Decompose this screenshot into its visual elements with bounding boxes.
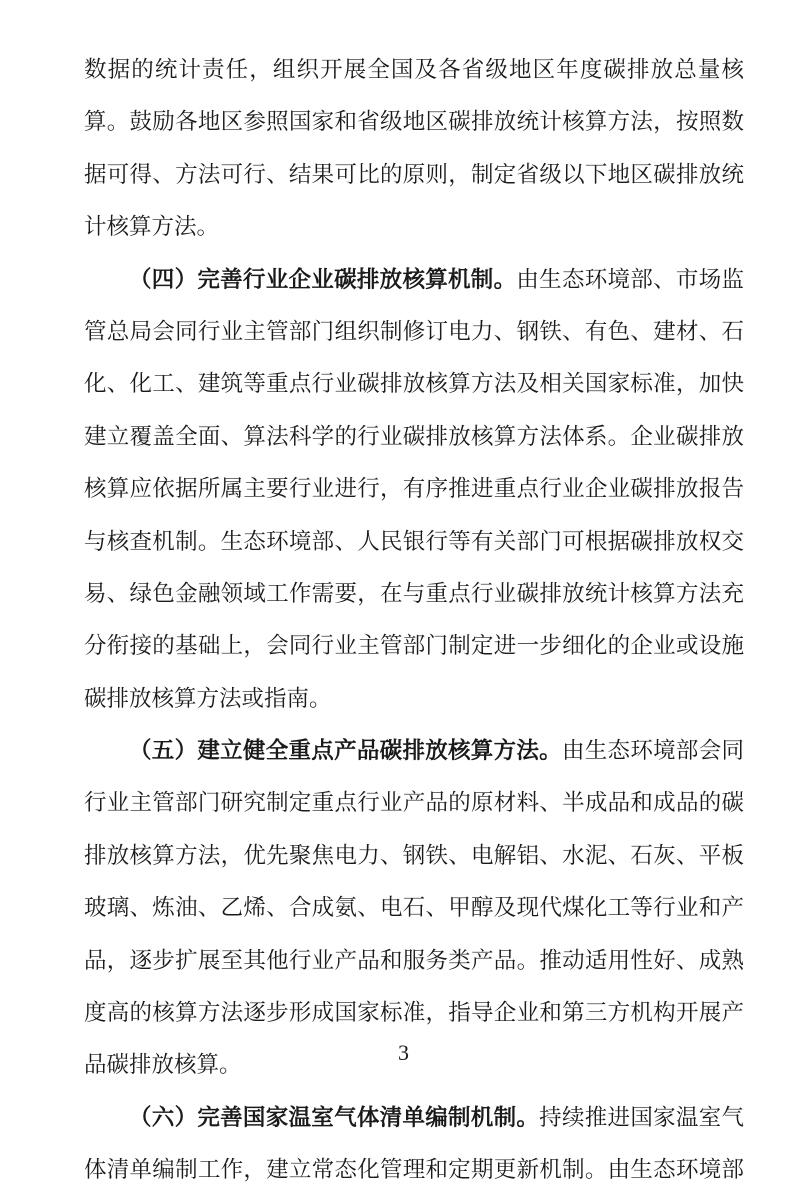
text-line: 算。鼓励各地区参照国家和省级地区碳排放统计核算方法，按照数 xyxy=(84,109,744,136)
paragraph-six-heading: （六）完善国家温室气体清单编制机制。 xyxy=(129,1104,540,1131)
body-text xyxy=(84,44,744,1197)
text-line: 玻璃、炼油、乙烯、合成氨、电石、甲醇及现代煤化工等行业和产 xyxy=(84,895,744,922)
text-line: 数据的统计责任，组织开展全国及各省级地区年度碳排放总量核 xyxy=(84,57,744,83)
text-line: 度高的核算方法逐步形成国家标准，指导企业和第三方机构开展产 xyxy=(84,1000,744,1027)
text-line: 分衔接的基础上，会同行业主管部门制定进一步细化的企业或设施 xyxy=(84,633,744,660)
text-line: 与核查机制。生态环境部、人民银行等有关部门可根据碳排放权交 xyxy=(84,528,744,555)
text-line: 易、绿色金融领域工作需要，在与重点行业碳排放统计核算方法充 xyxy=(84,580,744,607)
text-line: 碳排放核算方法或指南。 xyxy=(84,685,332,712)
paragraph-five-text: 由生态环境部会同 xyxy=(561,738,744,765)
text-line: 计核算方法。 xyxy=(84,214,220,241)
paragraph-four-heading: （四）完善行业企业碳排放核算机制。 xyxy=(129,266,517,293)
text-line: 品，逐步扩展至其他行业产品和服务类产品。推动适用性好、成熟 xyxy=(84,947,744,974)
text-line: 品碳排放核算。 xyxy=(84,1052,242,1079)
text-line: 管总局会同行业主管部门组织制修订电力、钢铁、有色、建材、石 xyxy=(84,318,744,345)
paragraph-five-heading: （五）建立健全重点产品碳排放核算方法。 xyxy=(129,738,562,765)
paragraph-six-text: 持续推进国家温室气 xyxy=(539,1104,744,1131)
paragraph-four-first-line xyxy=(84,254,744,306)
page-number: 3 xyxy=(398,1040,409,1065)
text-line: 核算应依据所属主要行业进行，有序推进重点行业企业碳排放报告 xyxy=(84,476,744,503)
paragraph-four-text: 由生态环境部、市场监 xyxy=(516,266,744,293)
paragraph-five-first-line xyxy=(84,725,744,777)
text-line: 体清单编制工作，建立常态化管理和定期更新机制。由生态环境部 xyxy=(84,1157,744,1184)
text-line: 建立覆盖全面、算法科学的行业碳排放核算方法体系。企业碳排放 xyxy=(84,423,744,450)
text-line: 行业主管部门研究制定重点行业产品的原材料、半成品和成品的碳 xyxy=(84,790,744,817)
paragraph-six-first-line xyxy=(84,1092,744,1144)
text-line: 据可得、方法可行、结果可比的原则，制定省级以下地区碳排放统 xyxy=(84,161,744,188)
text-line: 化、化工、建筑等重点行业碳排放核算方法及相关国家标准，加快 xyxy=(84,371,744,398)
text-line: 排放核算方法，优先聚焦电力、钢铁、电解铝、水泥、石灰、平板 xyxy=(84,842,744,869)
